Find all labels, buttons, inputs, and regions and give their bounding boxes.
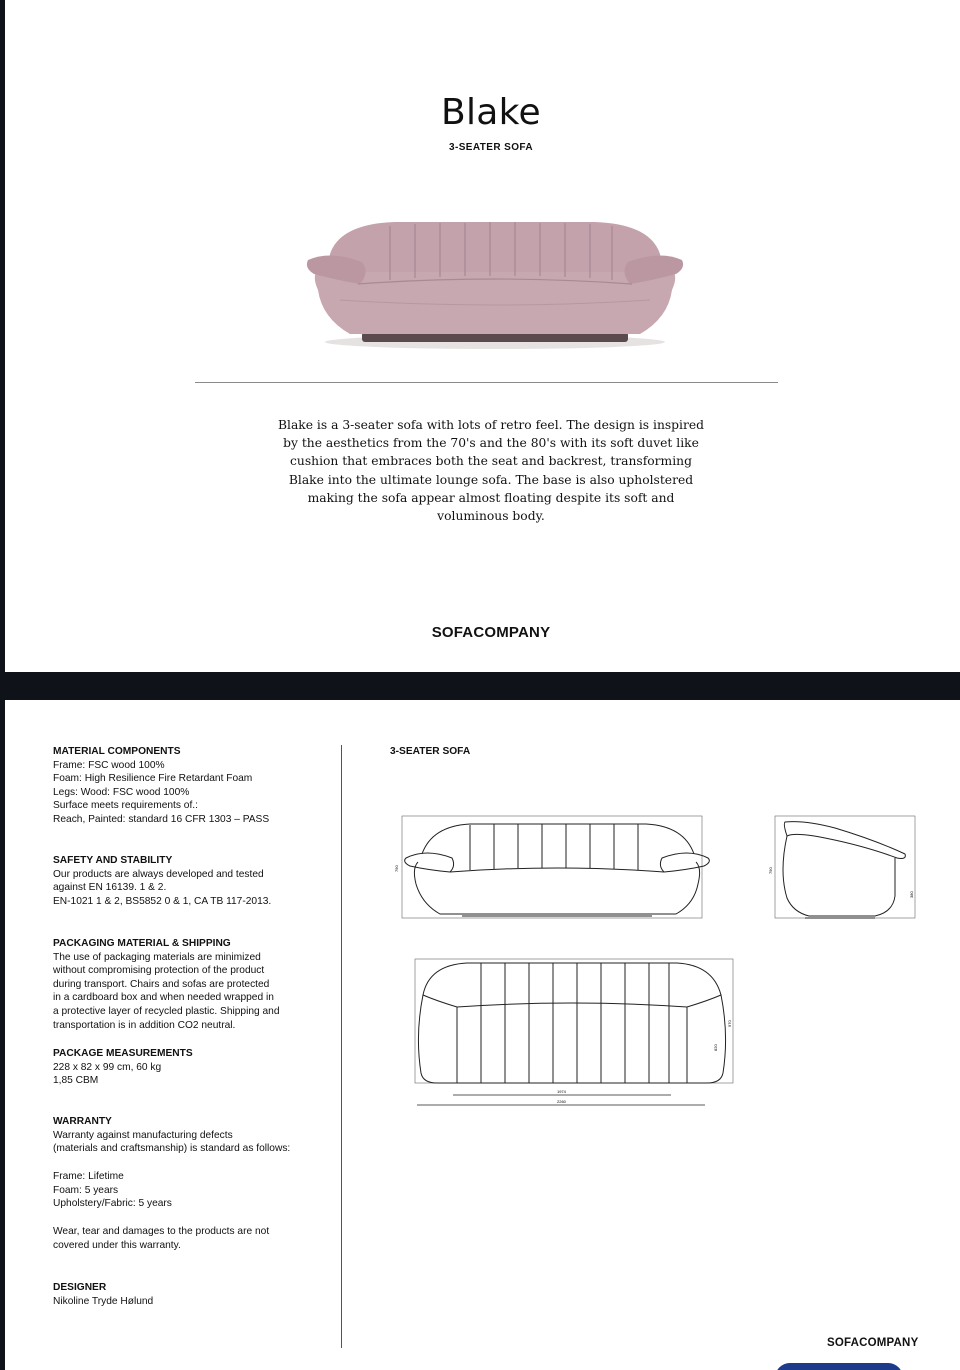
spec-line: without compromising protection of the product bbox=[53, 965, 265, 977]
side-view-drawing bbox=[765, 812, 925, 930]
dim-top-depth: 970 bbox=[727, 1020, 732, 1027]
packaging-section bbox=[53, 937, 343, 1032]
front-view-drawing bbox=[392, 812, 712, 930]
spec-line: Wear, tear and damages to the products are not bbox=[53, 1226, 270, 1237]
column-divider bbox=[341, 745, 342, 1348]
spec-line: covered under this warranty. bbox=[53, 1239, 181, 1251]
section-heading: MATERIAL COMPONENTS bbox=[53, 746, 181, 757]
top-outline-right-arm bbox=[687, 995, 726, 1083]
dimension-box bbox=[402, 816, 702, 918]
dim-top-width: 2260 bbox=[557, 1099, 566, 1104]
product-title: Blake bbox=[441, 92, 541, 133]
spec-line: The use of packaging materials are minimized bbox=[53, 951, 261, 963]
sofa-outline-body bbox=[414, 862, 699, 914]
section-heading: PACKAGING MATERIAL & SHIPPING bbox=[53, 938, 231, 949]
spec-line: transportation is in addition CO2 neutral. bbox=[53, 1019, 236, 1031]
safety-section bbox=[53, 854, 343, 908]
spec-line: Legs: Wood: FSC wood 100% bbox=[53, 786, 190, 798]
sofa-body bbox=[315, 268, 675, 334]
top-outline-left-arm bbox=[418, 995, 457, 1083]
spec-line: 228 x 82 x 99 cm, 60 kg bbox=[53, 1061, 162, 1073]
dim-top-inner: 820 bbox=[713, 1044, 718, 1051]
sofa-outline-arm-left bbox=[405, 853, 454, 872]
dim-top-inner-width: 1974 bbox=[557, 1089, 566, 1094]
spec-line: (materials and craftsmanship) is standard as follows: bbox=[53, 1143, 291, 1155]
material-section bbox=[53, 745, 343, 827]
spec-line: Warranty against manufacturing defects bbox=[53, 1129, 233, 1141]
sofa-outline-back bbox=[422, 824, 694, 854]
spec-line: against EN 16139. 1 & 2. bbox=[53, 882, 167, 894]
spec-line: Foam: 5 years bbox=[53, 1184, 119, 1196]
spec-line: Foam: High Resilience Fire Retardant Foam bbox=[53, 773, 253, 785]
side-outline-body bbox=[783, 836, 895, 916]
sofa-image bbox=[300, 210, 690, 355]
top-outline-seat bbox=[457, 1003, 687, 1007]
top-view-drawing bbox=[407, 955, 737, 1115]
sofa-back bbox=[330, 222, 661, 272]
dimension-box bbox=[415, 959, 733, 1083]
spec-line: Nikoline Tryde Hølund bbox=[53, 1295, 154, 1307]
drawing-title: 3-SEATER SOFA bbox=[390, 746, 471, 757]
section-heading: SAFETY AND STABILITY bbox=[53, 855, 173, 866]
warranty-section bbox=[53, 1115, 343, 1156]
spec-line: Upholstery/Fabric: 5 years bbox=[53, 1198, 172, 1210]
page-2 bbox=[5, 700, 960, 1370]
package-measurements-section bbox=[53, 1047, 343, 1088]
brand-logo: SOFACOMPANY bbox=[431, 624, 551, 641]
floating-button[interactable] bbox=[775, 1363, 903, 1370]
spec-line: Frame: FSC wood 100% bbox=[53, 759, 165, 771]
product-subtitle: 3-SEATER SOFA bbox=[449, 142, 533, 153]
sofa-outline-seat bbox=[450, 868, 664, 872]
spec-line: EN-1021 1 & 2, BS5852 0 & 1, CA TB 117-2013. bbox=[53, 895, 272, 907]
designer-section bbox=[53, 1281, 343, 1308]
section-heading: PACKAGE MEASUREMENTS bbox=[53, 1048, 193, 1059]
page-1 bbox=[5, 0, 960, 672]
section-heading: WARRANTY bbox=[53, 1116, 112, 1127]
dim-side-seat: 380 bbox=[909, 891, 914, 898]
section-heading: DESIGNER bbox=[53, 1282, 107, 1293]
spec-line: Our products are always developed and tested bbox=[53, 868, 264, 880]
warranty-exclusion bbox=[53, 1225, 343, 1252]
spec-line: a protective layer of recycled plastic. Shipping and bbox=[53, 1005, 280, 1017]
divider bbox=[195, 382, 778, 383]
top-outline-back bbox=[423, 963, 721, 995]
spec-line: during transport. Chairs and sofas are protected bbox=[53, 978, 270, 990]
spec-line: Reach, Painted: standard 16 CFR 1303 – PASS bbox=[53, 813, 270, 825]
warranty-terms bbox=[53, 1170, 343, 1211]
brand-logo-footer: SOFACOMPANY bbox=[827, 1337, 919, 1349]
product-description: Blake is a 3-seater sofa with lots of retro feel. The design is inspired by the aesthetics from the 70's and the 80's with its soft duvet like cushion that embraces both the seat and backrest, transforming Blake into the ultimate lounge sofa. The base is also upholstered making the sofa appear almost floating despite its soft and voluminous body. bbox=[277, 418, 705, 524]
dim-side-height: 790 bbox=[768, 867, 773, 874]
dim-front-height: 790 bbox=[394, 865, 399, 872]
spec-line: Frame: Lifetime bbox=[53, 1171, 124, 1182]
spec-line: Surface meets requirements of.: bbox=[53, 800, 198, 812]
spec-line: in a cardboard box and when needed wrapped in bbox=[53, 992, 274, 1004]
spec-line: 1,85 CBM bbox=[53, 1075, 99, 1087]
side-outline-back bbox=[784, 822, 905, 859]
